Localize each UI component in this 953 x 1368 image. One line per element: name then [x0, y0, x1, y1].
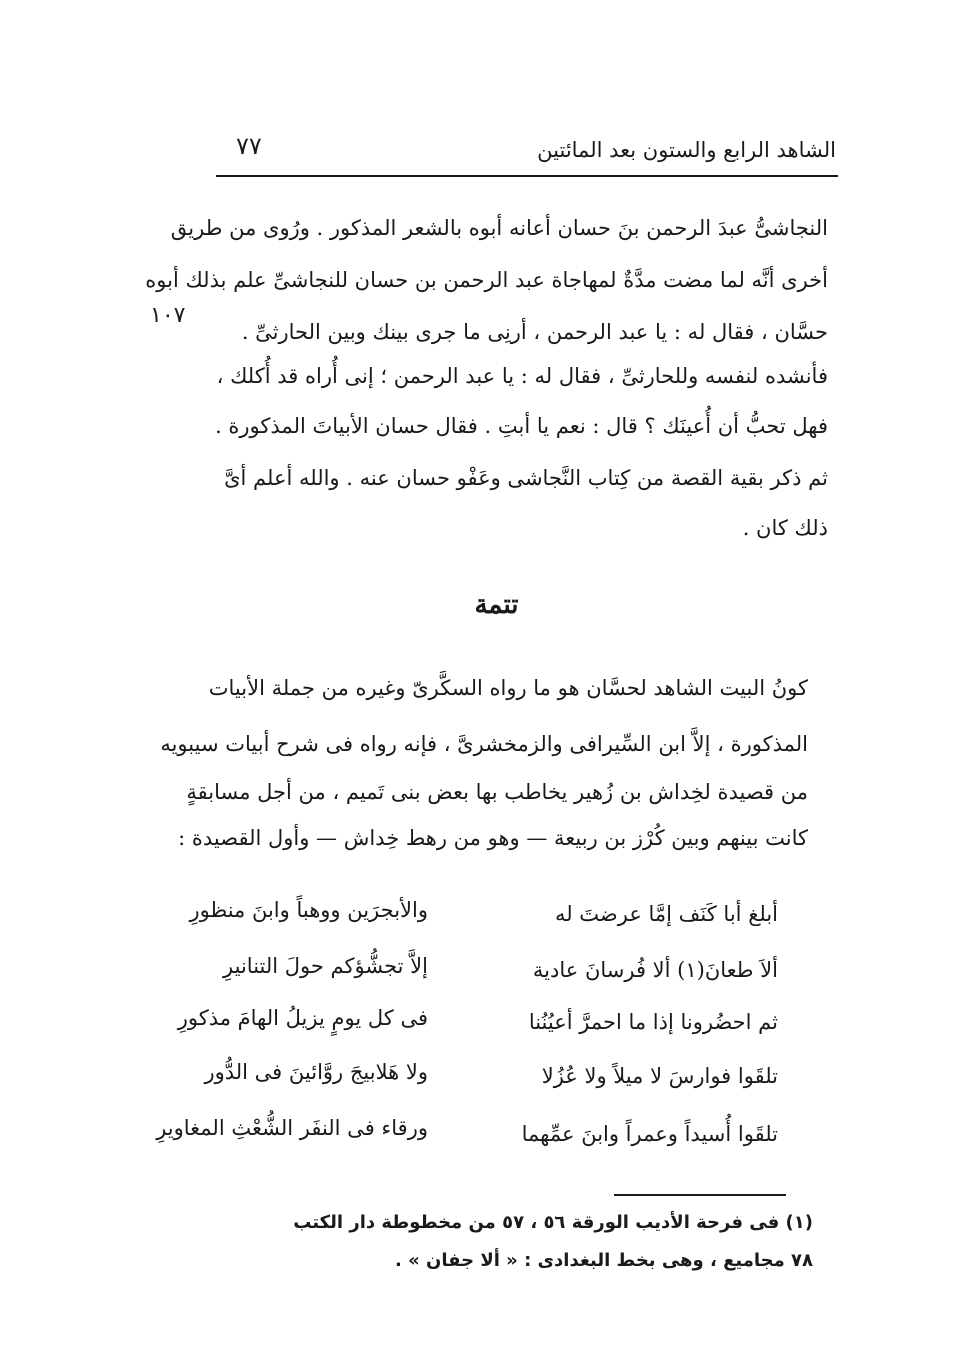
body-line: أخرى أنَّه لما مضت مدَّةٌ لمهاجاة عبد الرحمن بن حسان للنجاشىِّ علم بذلك أبوه	[145, 268, 828, 292]
verse-first-hemistich: ثم احضُرونا إذا ما احمرَّ أعيُنُنا	[528, 1010, 778, 1034]
body-line: النجاشىُّ عبدَ الرحمن بنَ حسان أعانه أبوه بالشعر المذكور . ورُوى من طريق	[170, 216, 828, 240]
margin-page-reference: ١٠٧	[150, 303, 186, 328]
page-number: ٧٧	[236, 132, 262, 160]
tamma-line: كانت بينهم وبين كُرْز بن ربيعة — وهو من رهط خِداش — وأول القصيدة :	[178, 826, 808, 850]
header-rule	[216, 175, 838, 177]
running-title: الشاهد الرابع والستون بعد المائتين	[537, 138, 836, 162]
footnote-line: ٧٨ مجاميع ، وهى بخط البغدادى : « ألا جفان » .	[395, 1250, 813, 1271]
verse-second-hemistich: إلاَّ تجشُّؤكم حولَ التنانيرِ	[223, 954, 428, 978]
tamma-line: المذكورة ، إلاَّ ابن السِّيرافى والزمخشرىَّ ، فإنه رواه فى شرح أبيات سيبويه	[160, 732, 808, 756]
body-line: حسَّان ، فقال له : يا عبد الرحمن ، أرنِى ما جرى بينك وبين الحارثىِّ .	[241, 320, 828, 344]
footnote-rule	[614, 1194, 786, 1196]
verse-second-hemistich: والأبجرَين ووهباً وابنَ منظورِ	[189, 898, 428, 922]
body-line: ذلك كان .	[742, 516, 828, 540]
body-line: فهل تحبُّ أن أُعينَك ؟ قال : نعم يا أبتِ . فقال حسان الأبياتَ المذكورة .	[215, 414, 828, 438]
tamma-line: من قصيدة لخِداش بن زُهير يخاطب بها بعض بنى تَميم ، من أجل مسابقةٍ	[186, 780, 808, 804]
section-heading: تتمة	[474, 590, 519, 620]
verse-first-hemistich: تلقَوا فوارسَ لا ميلاً ولا عُزُلا	[541, 1064, 778, 1088]
tamma-line: كونُ البيت الشاهد لحسَّان هو ما رواه السكَّرىّ وغيره من جملة الأبيات	[208, 676, 808, 700]
body-line: ثم ذكر بقية القصة من كِتاب النَّجاشى وعَفْو حسان عنه . والله أعلم أىَّ	[224, 466, 828, 490]
verse-second-hemistich: ولا هَلابيجَ روَّائينَ فى الدُّور	[204, 1060, 428, 1084]
body-line: فأنشده لنفسه وللحارثىِّ ، فقال له : يا عبد الرحمن ؛ إنى أُراه قد أُكلك ،	[216, 364, 828, 388]
verse-first-hemistich: ألاَ طعانَ(١) ألا فُرسانَ عادية	[532, 958, 778, 982]
verse-second-hemistich: فى كل يومٍ يزيلُ الهامَ مذكورِ	[177, 1006, 428, 1030]
verse-first-hemistich: تلقَوا أُسيداً وعمراً وابنَ عمِّهما	[521, 1122, 778, 1146]
verse-first-hemistich: أبلغ أبا كَنَف إمَّا عرضتَ له	[554, 902, 778, 926]
verse-second-hemistich: ورقاء فى النفَر الشُّعْثِ المغاويرِ	[156, 1116, 428, 1140]
footnote-line: (١) فى فرحة الأديب الورقة ٥٦ ، ٥٧ من مخطوطة دار الكتب	[293, 1212, 813, 1233]
running-head	[216, 132, 836, 172]
